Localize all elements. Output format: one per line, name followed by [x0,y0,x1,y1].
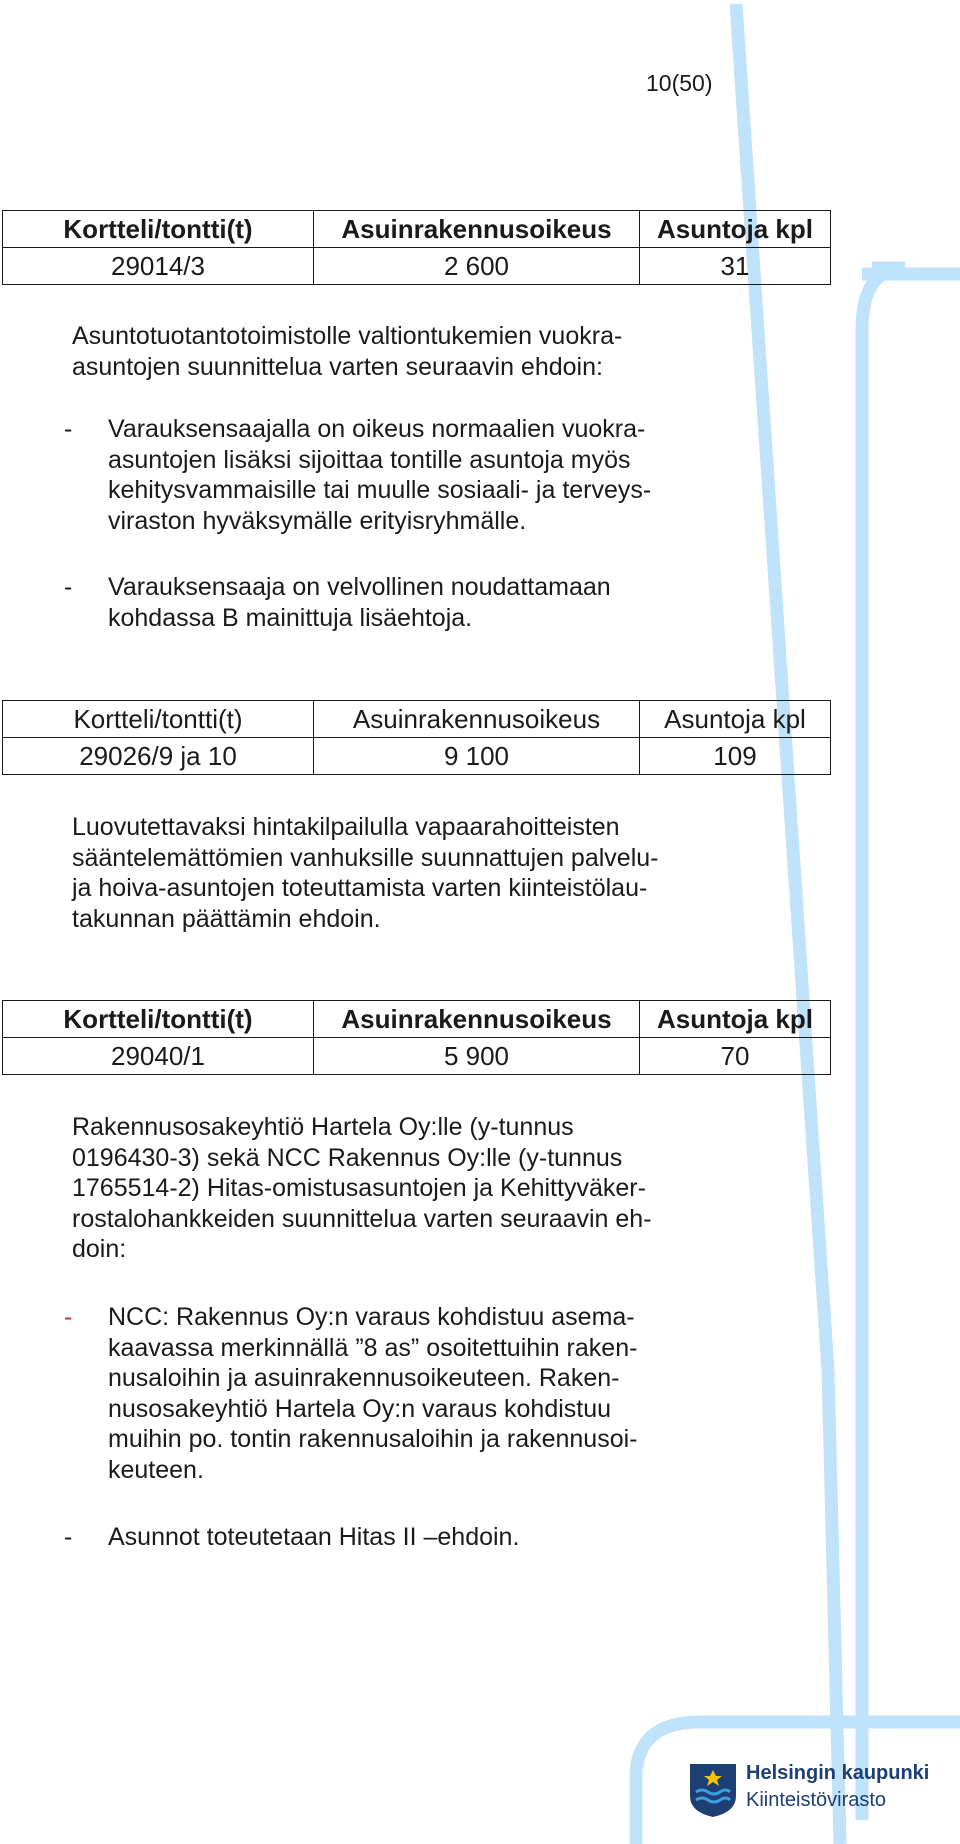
text-line: viraston hyväksymälle erityisryhmälle. [108,506,527,535]
section3-bullet-1 [64,1302,764,1492]
table-header: Kortteli/tontti(t) [3,701,314,738]
bullet-dash: - [64,573,73,601]
helsinki-logo [688,1760,938,1822]
section3-intro [72,1112,732,1265]
text-line: NCC: Rakennus Oy:n varaus kohdistuu asema- [108,1303,635,1331]
table-cell: 29026/9 ja 10 [3,738,314,775]
table-header: Kortteli/tontti(t) [3,211,314,248]
table-header: Asuntoja kpl [640,1001,831,1038]
table-header: Asuinrakennusoikeus [314,701,640,738]
text-line: Asuntotuotantotoimistolle valtiontukemien vuokra- [72,322,623,350]
bullet-text [108,1302,748,1485]
text-line: ja hoiva-asuntojen toteuttamista varten kiinteistölau- [72,874,648,902]
helsinki-crest-icon [688,1762,738,1818]
text-line: asuntojen suunnittelua varten seuraavin ehdoin: [72,352,603,381]
text-line: doin: [72,1235,127,1263]
section3-bullet-2 [64,1522,764,1558]
table-header: Asuntoja kpl [640,211,831,248]
plot-table-1 [2,210,831,285]
text-line: Rakennusosakeyhtiö Hartela Oy:lle (y-tunnus [72,1113,574,1141]
text-line: 1765514-2) Hitas-omistusasuntojen ja Kehittyväker- [72,1174,646,1202]
text-line: takunnan päättämin ehdoin. [72,904,381,933]
text-line: rostalohankkeiden suunnittelua varten seuraavin eh- [72,1204,652,1233]
text-line: nusosakeyhtiö Hartela Oy:n varaus kohdistuu [108,1394,612,1423]
text-line: kohdassa B mainittuja lisäehtoja. [108,603,473,632]
table-cell: 9 100 [314,738,640,775]
text-line: kaavassa merkinnällä ”8 as” osoitettuihin raken- [108,1333,638,1362]
logo-line-1: Helsingin kaupunki [746,1762,930,1784]
bullet-dash: - [64,415,73,443]
section1-intro [72,321,732,382]
text-line: asuntojen lisäksi sijoittaa tontille asuntoja myös [108,445,631,474]
table-cell: 2 600 [314,248,640,285]
text-line: Asunnot toteutetaan Hitas II –ehdoin. [108,1523,520,1551]
text-line: Varauksensaaja on velvollinen noudattamaan [108,573,611,601]
bullet-dash: - [64,1303,73,1331]
table-cell: 70 [640,1038,831,1075]
text-line: muihin po. tontin rakennusaloihin ja rakennusoi- [108,1425,638,1453]
section1-bullet-1 [64,414,764,544]
text-line: Varauksensaajalla on oikeus normaalien vuokra- [108,415,646,443]
text-line: Luovutettavaksi hintakilpailulla vapaarahoitteisten [72,813,620,841]
bullet-text [108,1522,748,1553]
logo-line-2: Kiinteistövirasto [746,1789,887,1811]
bullet-text [108,572,748,633]
plot-table-3 [2,1000,831,1075]
text-line: nusaloihin ja asuinrakennusoikeuteen. Raken- [108,1364,620,1392]
table-header: Asuntoja kpl [640,701,831,738]
section2-intro [72,812,732,934]
table-header: Asuinrakennusoikeus [314,1001,640,1038]
page-number: 10(50) [646,70,713,96]
plot-table-2 [2,700,831,775]
bullet-text [108,414,748,536]
text-line: 0196430-3) sekä NCC Rakennus Oy:lle (y-tunnus [72,1143,623,1172]
table-cell: 29040/1 [3,1038,314,1075]
table-cell: 109 [640,738,831,775]
table-cell: 29014/3 [3,248,314,285]
table-cell: 5 900 [314,1038,640,1075]
text-line: kehitysvammaisille tai muulle sosiaali- ja terveys- [108,476,652,504]
section1-bullet-2 [64,572,764,642]
table-header: Asuinrakennusoikeus [314,211,640,248]
bullet-dash: - [64,1523,73,1551]
text-line: keuteen. [108,1455,204,1484]
text-line: sääntelemättömien vanhuksille suunnattujen palvelu- [72,843,659,872]
table-cell: 31 [640,248,831,285]
table-header: Kortteli/tontti(t) [3,1001,314,1038]
